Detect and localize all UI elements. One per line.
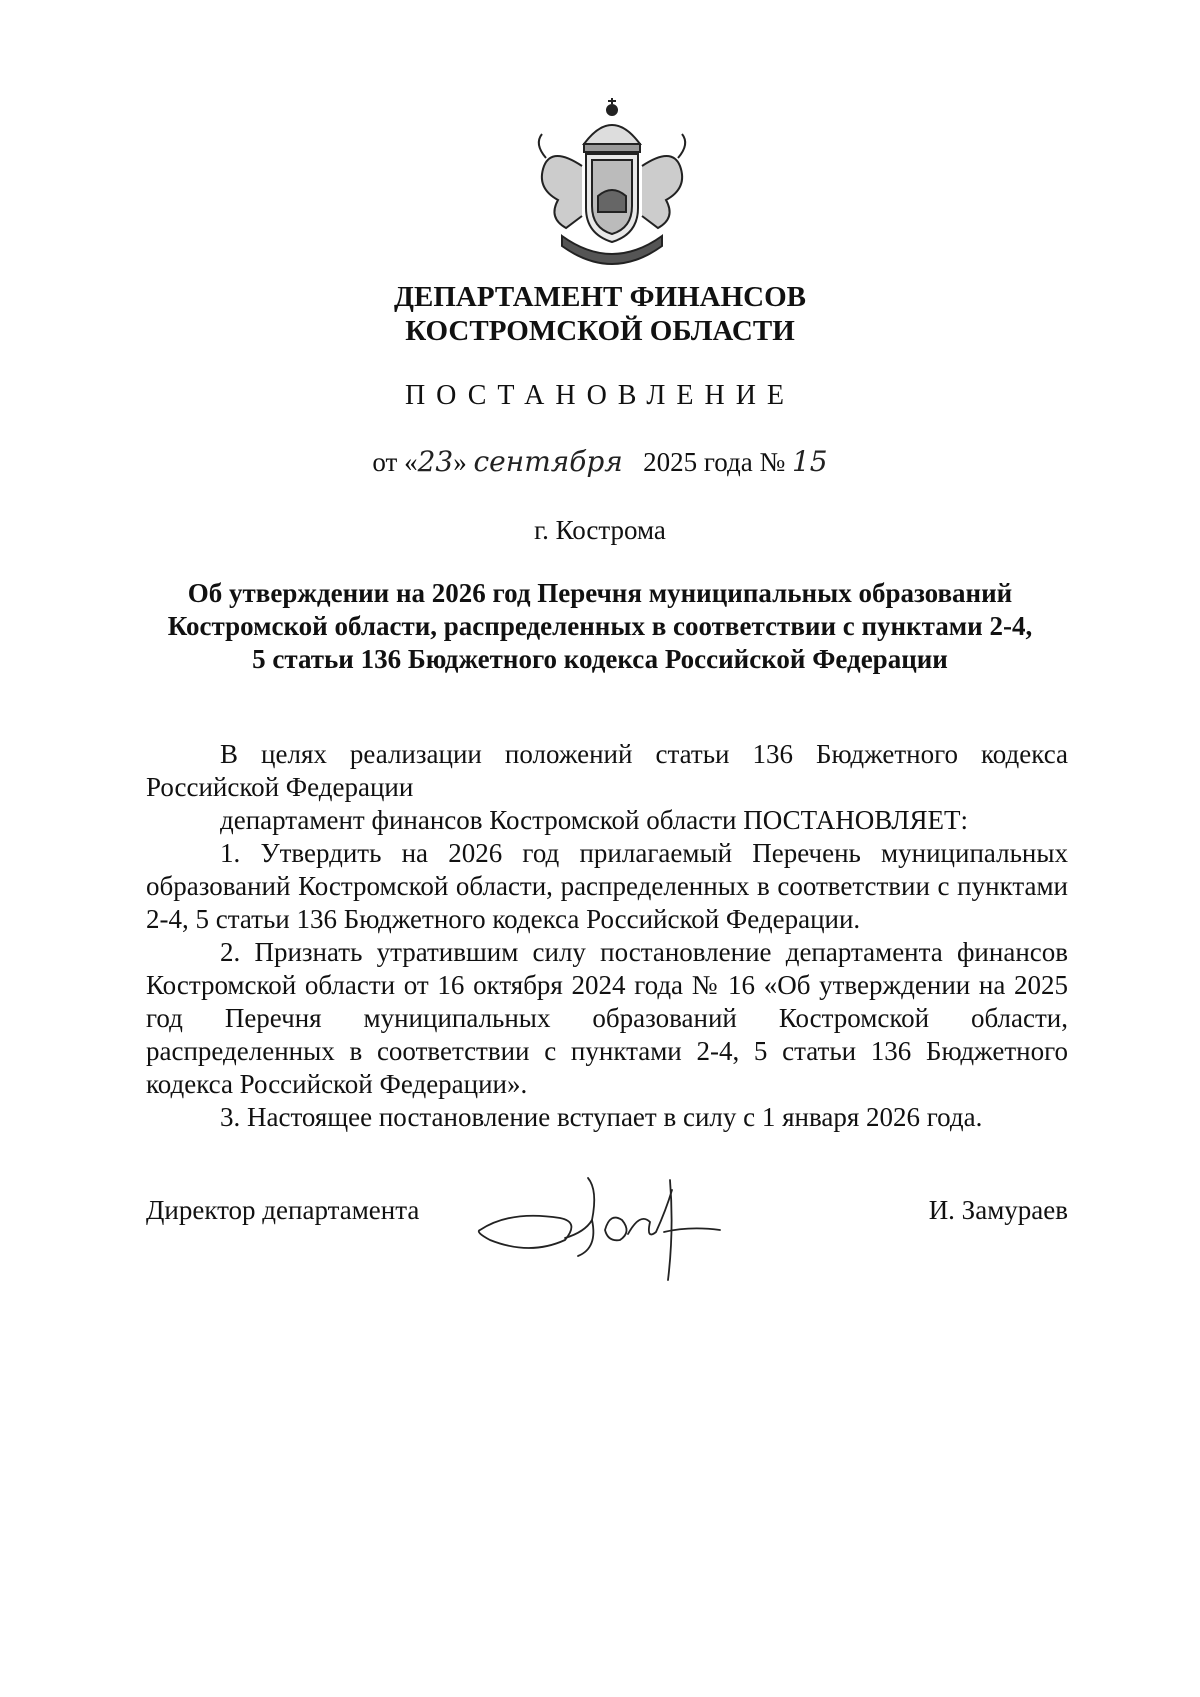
decree-subject <box>150 577 1050 676</box>
decree-number: 15 <box>791 445 828 478</box>
signer-name: И. Замураев <box>928 1195 1068 1225</box>
date-prefix: от « <box>372 447 418 477</box>
clause-1: 1. Утвердить на 2026 год прилагаемый Перечень муниципальных образований Костромской области, распределенных в соответствии с пунктами 2-4, 5 статьи 136 Бюджетного кодекса Российской Федерации. <box>146 838 1068 934</box>
signer-role: Директор департамента <box>146 1195 420 1225</box>
date-day: 23 <box>417 445 454 478</box>
city: г. Кострома <box>534 515 666 545</box>
clause-3: 3. Настоящее постановление вступает в силу с 1 января 2026 года. <box>220 1102 983 1132</box>
subject-line-1: Об утверждении на 2026 год Перечня муниципальных образований <box>187 578 1013 608</box>
clause-2: 2. Признать утратившим силу постановление департамента финансов Костромской области от 16 октября 2024 года № 16 «Об утверждении на 2025 год Перечня муниципальных образований Костромской области, распределенных в соответствии с пунктами 2-4, 5 статьи 136 Бюджетного кодекса Российской Федерации». <box>146 937 1068 1099</box>
subject-line-3: 5 статьи 136 Бюджетного кодекса Российской Федерации <box>252 644 948 674</box>
resolves-paragraph: департамент финансов Костромской области ПОСТАНОВЛЯЕТ: <box>220 805 969 835</box>
decree-title: ПОСТАНОВЛЕНИЕ <box>404 380 796 411</box>
coat-of-arms-icon <box>522 96 702 266</box>
preamble-paragraph: В целях реализации положений статьи 136 Бюджетного кодекса Российской Федерации <box>146 739 1068 802</box>
date-line <box>0 445 1200 478</box>
department-line-2: КОСТРОМСКОЙ ОБЛАСТИ <box>405 315 795 347</box>
date-year: 2025 года № <box>643 447 786 477</box>
department-name <box>0 280 1200 348</box>
department-line-1: ДЕПАРТАМЕНТ ФИНАНСОВ <box>394 281 806 313</box>
decree-body <box>146 738 1068 1134</box>
subject-line-2: Костромской области, распределенных в соответствии с пунктами 2-4, <box>167 611 1033 641</box>
date-month: сентября <box>473 445 623 478</box>
handwritten-signature-icon <box>470 1160 740 1290</box>
date-mid: » <box>453 447 467 477</box>
